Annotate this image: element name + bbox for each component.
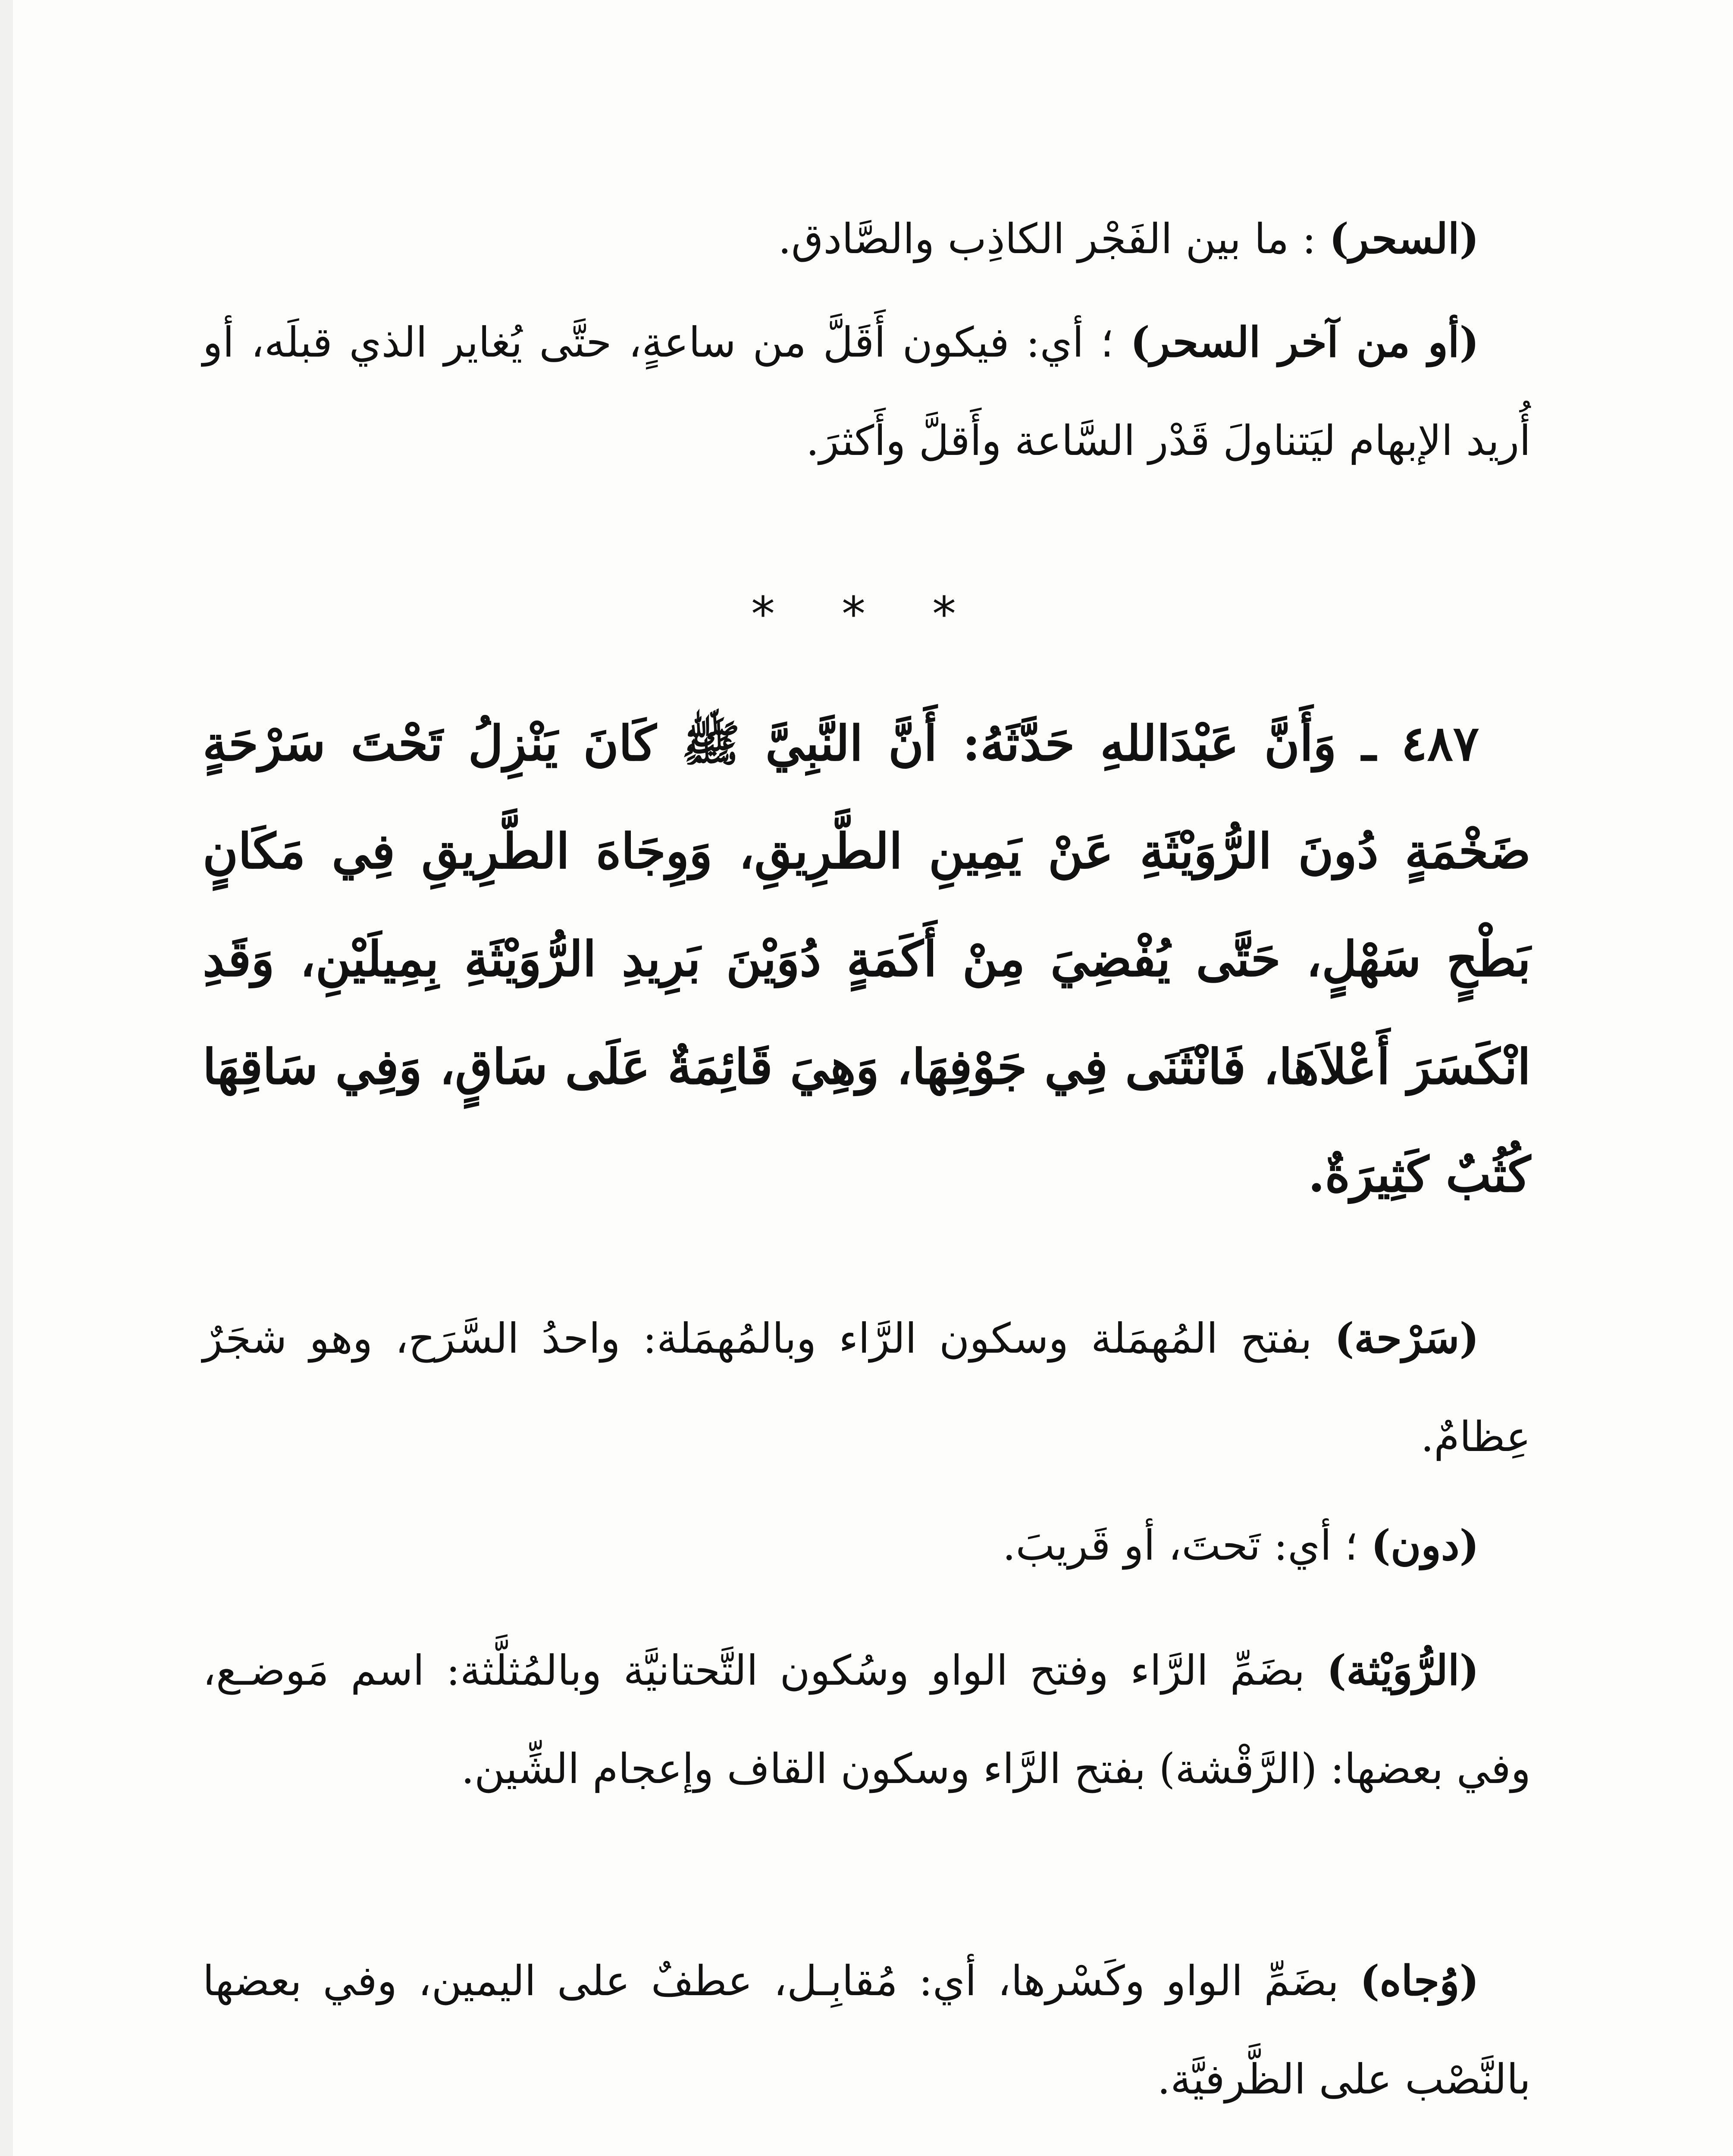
note-ruwaytha <box>203 1621 1531 1818</box>
note-doon <box>203 1496 1531 1595</box>
note-sahar <box>203 190 1531 288</box>
note-wujah <box>203 1932 1531 2128</box>
note-sarha <box>203 1289 1531 1486</box>
note-text: بضَمِّ الواو وكَسْرها، أي: مُقابِـل، عطفٌ على اليمين، وفي بعضها بالنَّصْب على الظَّرفيَّة. <box>203 1957 1531 2103</box>
note-text: بفتح المُهمَلة وسكون الرَّاء وبالمُهمَلة: واحدُ السَّرَح، وهو شجَرٌ عِظامٌ. <box>203 1314 1531 1461</box>
note-text: ؛ أي: تَحتَ، أو قَريبَ. <box>1002 1521 1358 1570</box>
note-batah <box>203 2147 1531 2156</box>
note-text: ؛ أي: فيكون أَقَلَّ من ساعةٍ، حتَّى يُغاير الذي قبلَه، أو أُريد الإبهام ليَتناولَ قَدْر السَّاعة وأَقلَّ وأَكثرَ. <box>203 318 1531 465</box>
note-term: (دون) <box>1371 1521 1479 1570</box>
note-akhir-sahar <box>203 293 1531 490</box>
note-term: (وُجاه) <box>1360 1956 1479 2005</box>
note-term: (السحر) <box>1329 214 1479 263</box>
scan-edge <box>0 0 13 2156</box>
note-term: (أو من آخر السحر) <box>1130 318 1479 367</box>
note-term: (الرُّوَيْثة) <box>1326 1646 1479 1695</box>
note-text: بضَمِّ الرَّاء وفتح الواو وسُكون التَّحتانيَّة وبالمُثلَّثة: اسم مَوضـع، وفي بعضها: (الرَّقْشة) بفتح الرَّاء وسكون القاف وإعجام الشِّين. <box>203 1646 1531 1793</box>
section-separator: * * * <box>751 586 982 642</box>
note-text: : ما بين الفَجْر الكاذِب والصَّادق. <box>778 215 1316 263</box>
hadith-text: ٤٨٧ ـ وَأَنَّ عَبْدَاللهِ حَدَّثَهُ: أَنَّ النَّبِيَّ ﷺ كَانَ يَنْزِلُ تَحْتَ سَرْحَةٍ ضَخْمَةٍ دُونَ الرُّوَيْثَةِ عَنْ يَمِينِ الطَّرِيقِ، وَوِجَاهَ الطَّرِيقِ فِي مَكَانٍ بَطْحٍ سَهْلٍ، حَتَّى يُفْضِيَ مِنْ أَكَمَةٍ دُوَيْنَ بَرِيدِ الرُّوَيْثَةِ بِمِيلَيْنِ، وَقَدِ انْكَسَرَ أَعْلاَهَا، فَانْثَنَى فِي جَوْفِهَا، وَهِيَ قَائِمَةٌ عَلَى سَاقٍ، وَفِي سَاقِهَا كُثُبٌ كَثِيرَةٌ. <box>203 715 1531 1203</box>
note-term: (سَرْحة) <box>1334 1314 1479 1363</box>
